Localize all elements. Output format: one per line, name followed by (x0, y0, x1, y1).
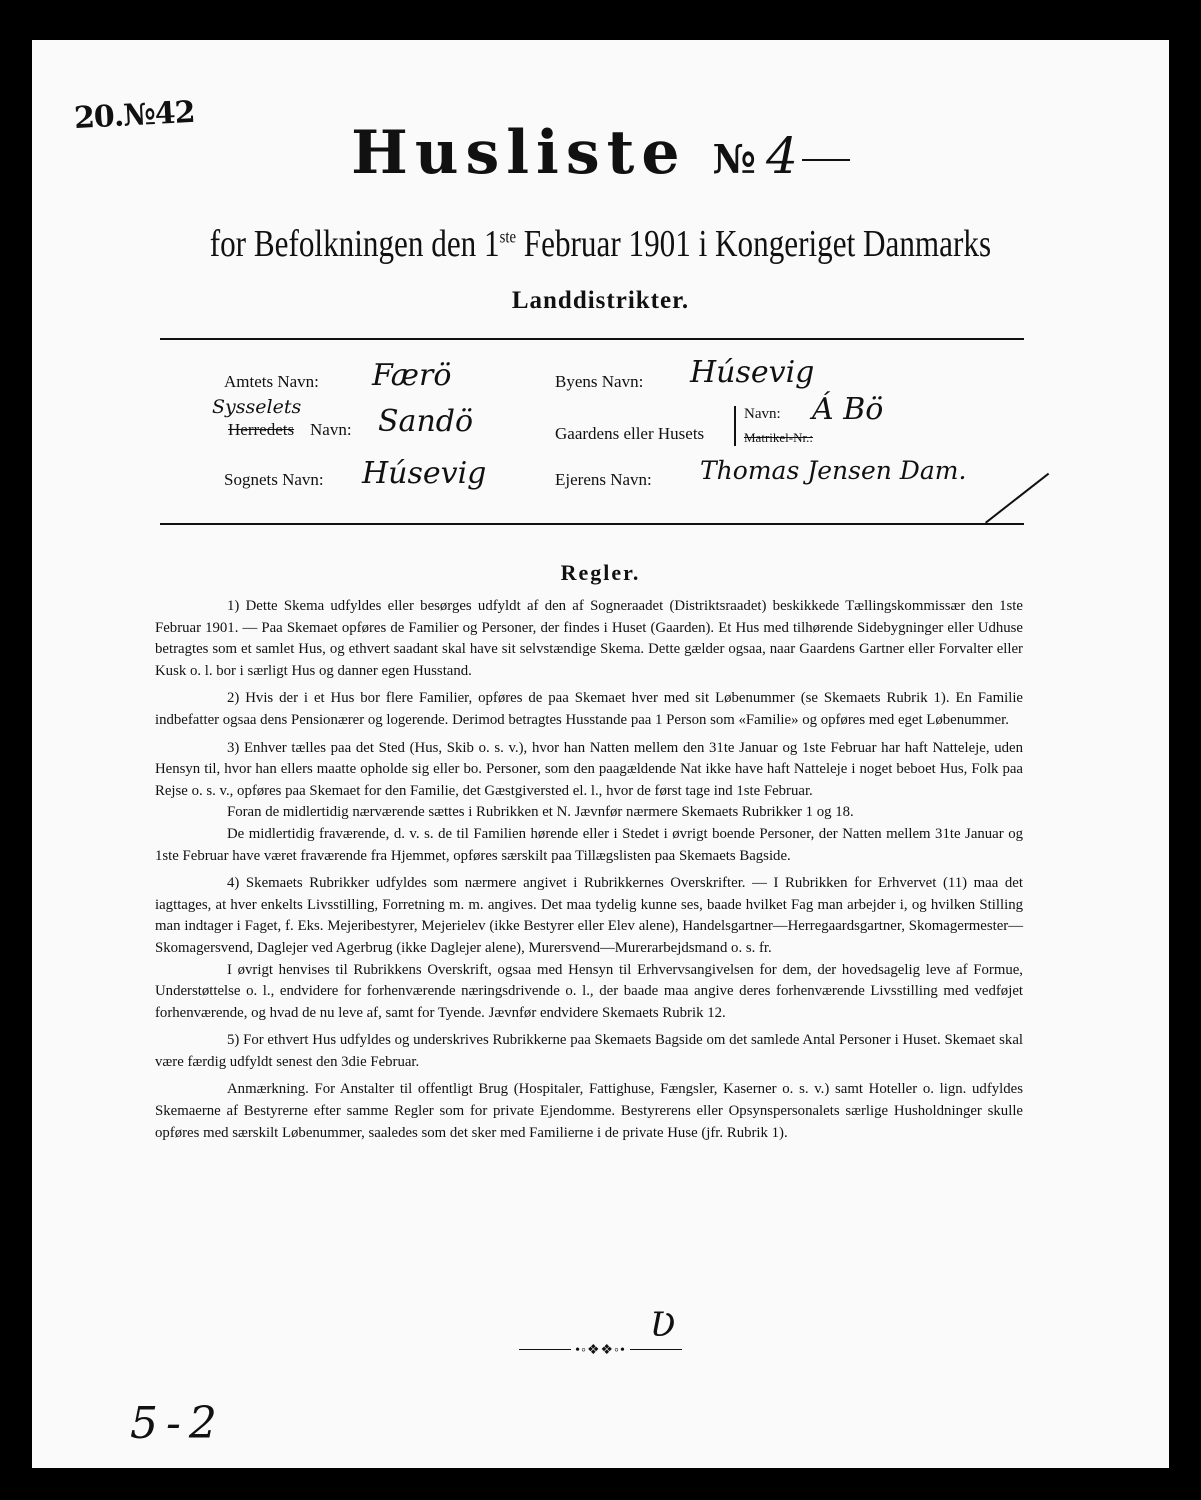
bracket (734, 406, 736, 446)
bottom-divider (160, 523, 1024, 525)
rule-3-note-present: Foran de midlertidig nærværende sættes i Rubrikken et N. Jævnfør nærmere Skemaets Rubrikker 1 og 18. (227, 804, 854, 821)
rule-3-note-absent: De midlertidig fraværende, d. v. s. de til Familien hørende eller i Stedet i øvrigt boende Personer, der Natten mellem 31te Januar og 1ste Februar have været fraværende fra Hjemmet, opføres særskilt paa Tillægslisten paa Skemaets Bagside. (155, 825, 1023, 864)
rule-4-note: I øvrigt henvises til Rubrikkens Overskrift, ogsaa med Hensyn til Erhvervsangivelsen for dem, der hovedsagelig leve af Formue, Understøttelse o. l., endvidere for forhenværende næringsdrivende o. l., der baade maa angive deres forhenværende Livsstilling med vedføjet forhenværende, og hvad de nu leve af, samt for Tyende. Jævnfør endvidere Skemaets Rubrik 12. (155, 961, 1023, 1021)
rule-3: 3) Enhver tælles paa det Sted (Hus, Skib o. s. v.), hvor han Natten mellem den 31te Januar og 1ste Februar har haft Natteleje, uden Hensyn til, hvor han ellers maatte opholde sig eller bo. Personer, som den paagældende Nat ikke have haft Natteleje i noget beboet Hus, Folk paa Rejse o. s. v., opføres paa Skemaet for den Familie, det Gæstgiversted el. l., hvor de først tage ind 1ste Februar. (155, 739, 1023, 799)
subtitle-sup: ste (499, 226, 517, 247)
number-underline (802, 159, 850, 161)
ornament-line-right (630, 1349, 682, 1350)
herred-value: Sandö (378, 404, 474, 439)
title-word: Husliste (351, 118, 687, 188)
rule-2: 2) Hvis der i et Hus bor flere Familier, opføres de paa Skemaet hver med sit Løbenummer (se Skemaets Rubrik 1). En Familie indbefatter ogsaa dens Pensionærer og logerende. Derimod betragtes Husstande paa 1 Person som «Familie» og opføres med eget Løbenummer. (155, 690, 1023, 728)
remark: Anmærkning. For Anstalter til offentligt Brug (Hospitaler, Fattighuse, Fængsler, Kaserner o. s. v.) samt Hoteller o. lign. udfyldes Skemaerne af Bestyrerne efter samme Regler som for private Ejendomme. Bestyrerens eller Opsynspersonalets særlige Husholdninger skulle opføres med særskilt Løbenummer, saaledes som det sker med Familierne i de private Huse (jfr. Rubrik 1). (155, 1081, 1023, 1141)
navn-value: Á Bö (812, 392, 884, 427)
navn-label: Navn: (744, 406, 781, 422)
herred-struck: Herredets (228, 420, 295, 439)
pencil-note: 5-2 (130, 1398, 225, 1449)
amt-value: Færö (372, 358, 452, 393)
herred-label: Navn: (310, 420, 352, 439)
rule-4: 4) Skemaets Rubrikker udfyldes som nærmere angivet i Rubrikkernes Overskrifter. — I Rubrikken for Erhvervet (11) maa det iagttages, at hver enkelts Livsstilling, Forretning m. m. angives. Det maa tydelig kunne ses, baade hvilket Fag man arbejder i, og hvilken Stilling man indtager i Faget, f. Eks. Mejeribestyrer, Mejerielev (ikke Bestyrer eller Elev alene), Handelsgartner—Herregaardsgartner, Skomagermester—Skomagersvend, Daglejer ved Agerbrug (ikke Daglejer alene), Murersvend—Murerarbejdsmand o. s. fr. (155, 875, 1023, 956)
ejer-label: Ejerens Navn: (555, 470, 652, 489)
rules-heading: Regler. (560, 560, 641, 585)
district-heading: Landdistrikter. (511, 287, 690, 314)
by-value: Húsevig (690, 355, 815, 390)
subtitle-after: Februar 1901 i Kongeriget Danmarks (516, 223, 992, 265)
list-number: 4 (766, 127, 798, 185)
subtitle-before: for Befolkningen den 1 (209, 223, 500, 265)
bottom-mark: Ʋ (650, 1305, 676, 1345)
matrikel-struck: Matrikel-Nr.: (744, 430, 813, 445)
ejer-value: Thomas Jensen Dam. (700, 456, 967, 485)
gaard-label: Gaardens eller Husets (555, 424, 705, 443)
number-sign: № (712, 136, 757, 183)
form-subtitle (108, 222, 1093, 266)
sysselets-note: Sysselets (212, 396, 302, 418)
amt-label: Amtets Navn: (224, 372, 319, 391)
ornament-glyphs: •◦❖❖◦• (575, 1343, 626, 1358)
ornament-line-left (519, 1349, 571, 1350)
rule-1: 1) Dette Skema udfyldes eller besørges udfyldt af den af Sogneraadet (Distriktsraadet) beskikkede Tællingskommissær den 1ste Februar 1901. — Paa Skemaet opføres de Familier og Personer, der findes i Huset (Gaarden). Et Hus med tilhørende Sidebygninger eller Udhuse betragtes som et samlet Hus, og ethvert saadant skal have sit selvstændige Skema. Dette gælder ogsaa, naar Gaardens Gartner eller Forvalter eller Kusk o. l. bor i særligt Hus og danner egen Husstand. (155, 598, 1023, 679)
ornament (0, 1342, 1201, 1359)
form-title (0, 118, 1201, 188)
rules-body (155, 596, 1023, 1150)
rule-5: 5) For ethvert Hus udfyldes og underskrives Rubrikkerne paa Skemaets Bagside om det samlede Antal Personer i Huset. Skemaet skal være færdig udfyldt senest den 3die Februar. (155, 1032, 1023, 1070)
sogn-label: Sognets Navn: (224, 470, 324, 489)
archive-stamp: 20.№42 (73, 94, 196, 137)
sogn-value: Húsevig (362, 456, 487, 491)
by-label: Byens Navn: (555, 372, 644, 391)
top-divider (160, 338, 1024, 340)
